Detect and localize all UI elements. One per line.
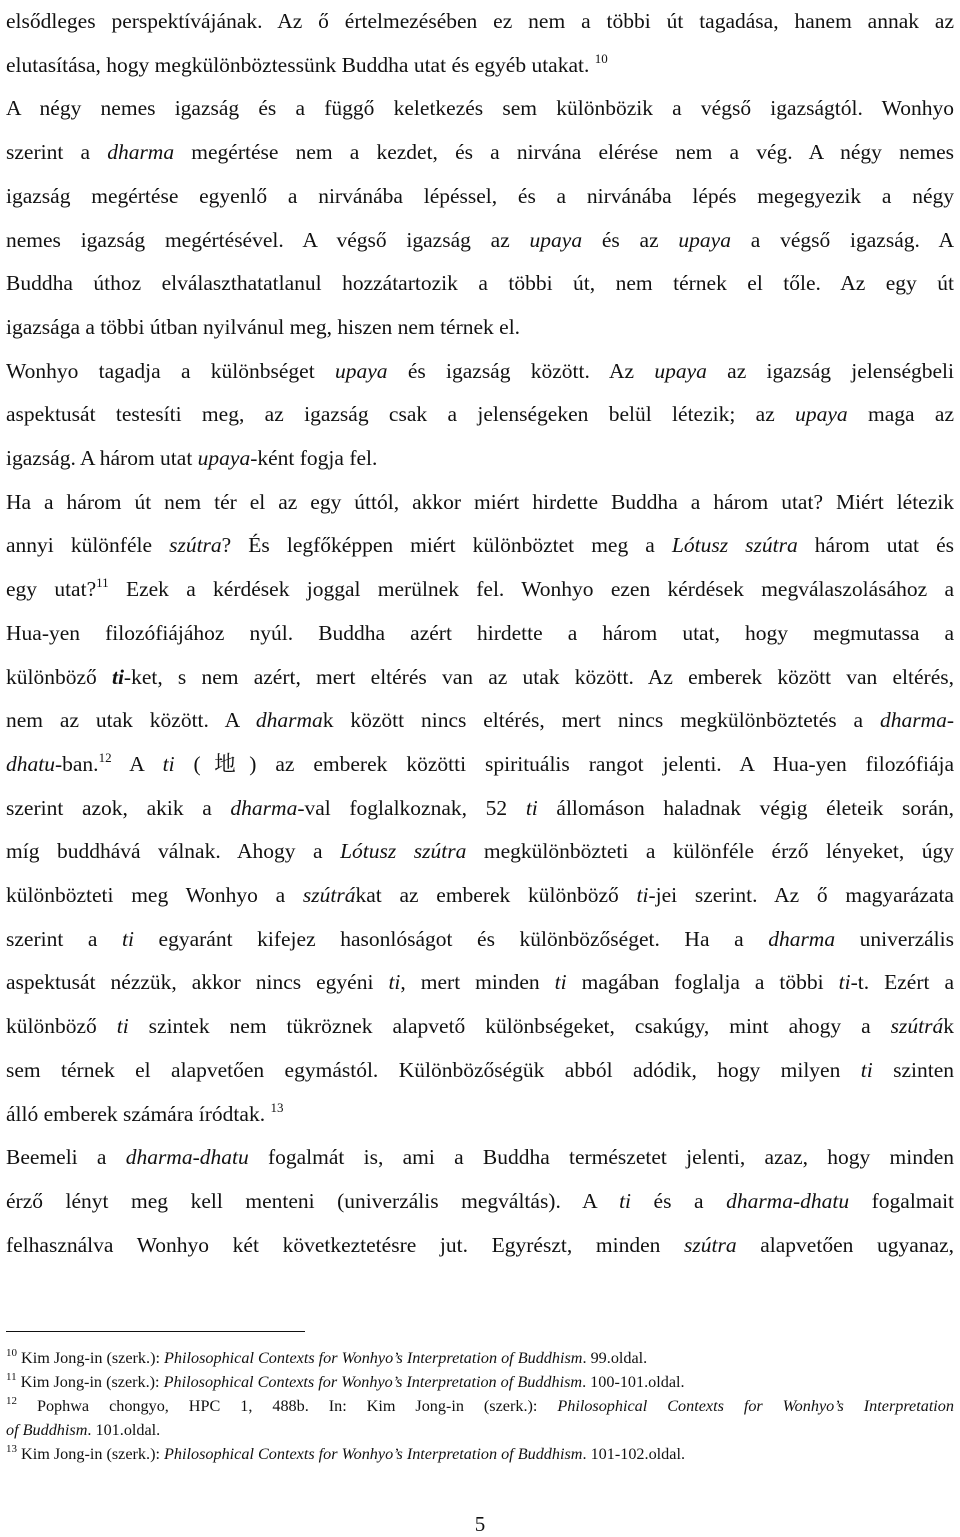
italic-term: upaya <box>678 227 731 252</box>
paragraph-4 <box>6 1136 954 1267</box>
text-run: Buddha úthoz elválaszthatatlanul hozzátartozik a többi út, nem térnek el tőle. Az egy út <box>6 271 954 296</box>
text-run: szinten <box>872 1057 954 1082</box>
italic-term: Philosophical Contexts for Wonhyo’s Interpretation of Buddhism <box>164 1445 583 1463</box>
text-run: igazság megértése egyenlő a nirvánába lépéssel, és a nirvánába lépés megegyezik a négy <box>6 183 954 208</box>
page-number: 5 <box>474 1512 486 1536</box>
paragraph-3 <box>6 481 954 1137</box>
text-run: szerint a <box>6 140 108 165</box>
text-run: Ezek a kérdések joggal merülnek fel. Wonhyo ezen kérdések megválaszolásához a <box>108 577 954 602</box>
text-line <box>6 918 954 962</box>
text-line <box>6 1418 954 1442</box>
footnote-marker: 13 <box>270 1099 284 1115</box>
text-run: . 101.oldal. <box>87 1421 161 1439</box>
text-line <box>6 656 954 700</box>
text-line <box>6 175 954 219</box>
text-line <box>6 830 954 874</box>
text-line <box>6 1049 954 1093</box>
italic-term: upaya <box>654 358 707 383</box>
italic-term: szútra <box>169 533 222 558</box>
text-run: szintek nem tükröznek alapvető különbségeket, csakúgy, mint ahogy a <box>128 1014 891 1039</box>
italic-term: upaya <box>529 227 583 252</box>
italic-term: dharma <box>107 140 175 165</box>
text-run: aspektusát testesíti meg, az igazság csak a jelenségeken belül létezik; az <box>6 402 796 427</box>
text-line <box>6 350 954 394</box>
text-run: maga az <box>847 402 954 427</box>
text-line <box>6 0 954 44</box>
text-run: A négy nemes igazság és a függő keletkezés sem különbözik a végső igazságtól. Wonhyo <box>6 96 954 121</box>
text-line <box>6 306 954 350</box>
text-line <box>6 1093 954 1137</box>
text-run: -ban. <box>54 751 99 776</box>
footnote-marker: 10 <box>594 50 608 66</box>
italic-term: of Buddhism <box>6 1421 88 1439</box>
text-run: álló emberek számára íródtak. <box>6 1101 271 1126</box>
text-run: különböző <box>6 664 112 689</box>
text-run: nemes igazság megértésével. A végső igazság az <box>6 227 530 252</box>
text-run: fogalmát is, ami a Buddha természetet jelenti, azaz, hogy minden <box>248 1145 954 1170</box>
text-line <box>6 1370 954 1394</box>
text-run: magában foglalja a többi <box>566 970 839 995</box>
italic-term: dhatu <box>6 751 55 776</box>
text-run: Beemeli a <box>6 1145 126 1170</box>
text-line <box>6 699 954 743</box>
italic-term: Lótusz szútra <box>340 839 467 864</box>
italic-term: dharma <box>768 926 836 951</box>
footnote-marker: 10 <box>6 1347 17 1359</box>
text-run: Hua-yen filozófiájához nyúl. Buddha azért hirdette a három utat, hogy megmutassa a <box>6 620 954 645</box>
text-run: univerzális <box>835 926 954 951</box>
text-line <box>6 787 954 831</box>
text-run: . 101-102.oldal. <box>582 1445 685 1463</box>
text-run: Kim Jong-in (szerk.): <box>16 1373 164 1391</box>
text-run: sem térnek el alapvetően egymástól. Különbözőségük abból adódik, hogy milyen <box>6 1057 861 1082</box>
text-run: elutasítása, hogy megkülönböztessünk Buddha utat és egyéb utakat. <box>6 52 595 77</box>
text-run: az igazság jelenségbeli <box>706 358 954 383</box>
text-run: . 100-101.oldal. <box>582 1373 685 1391</box>
italic-term: ti <box>860 1057 873 1082</box>
text-run: felhasználva Wonhyo két következtetésre jut. Egyrészt, minden <box>6 1232 685 1257</box>
text-run: szerint azok, akik a <box>6 795 231 820</box>
text-run: -val foglalkoznak, 52 <box>297 795 526 820</box>
italic-term: ti <box>162 751 175 776</box>
text-line <box>6 481 954 525</box>
text-run: annyi különféle <box>6 533 170 558</box>
paragraph-1 <box>6 0 954 350</box>
text-run: kat az emberek különböző <box>355 883 637 908</box>
text-run: k <box>943 1014 954 1039</box>
text-run: és a <box>631 1188 727 1213</box>
text-line <box>6 1346 954 1370</box>
footnote-10 <box>6 1346 954 1370</box>
text-run: míg buddhává válnak. Ahogy a <box>6 839 341 864</box>
text-run: -ket, s nem azért, mert eltérés van az utak között. Az emberek között van eltérés, <box>123 664 954 689</box>
text-run: különbözteti meg Wonhyo a <box>6 883 303 908</box>
italic-term: Philosophical Contexts for Wonhyo’s Interpretation <box>557 1397 954 1415</box>
text-run: ? És legfőképpen miért különböztet meg a <box>221 533 672 558</box>
text-line <box>6 1394 954 1418</box>
footnotes <box>6 1346 954 1466</box>
text-line <box>6 743 954 787</box>
text-run: , mert minden <box>400 970 555 995</box>
text-line <box>6 437 954 481</box>
italic-term: ti <box>122 926 134 951</box>
text-line <box>6 87 954 131</box>
text-line <box>6 961 954 1005</box>
text-run: igazsága a többi útban nyilvánul meg, hiszen nem térnek el. <box>6 314 521 339</box>
italic-term: szútrá <box>890 1014 944 1039</box>
footnote-12 <box>6 1394 954 1442</box>
text-run: állomáson haladnak végig életeik során, <box>537 795 954 820</box>
page-body <box>6 0 954 1267</box>
italic-term: dharma-dhatu <box>125 1145 249 1170</box>
italic-term: dharma- <box>879 708 954 733</box>
text-run: Kim Jong-in (szerk.): <box>17 1349 165 1367</box>
text-line <box>6 262 954 306</box>
text-run: különböző <box>6 1014 117 1039</box>
text-line <box>6 612 954 656</box>
italic-term: szútra <box>684 1232 737 1257</box>
text-run: egy utat? <box>6 577 97 602</box>
text-run: Ha a három út nem tér el az egy úttól, akkor miért hirdette Buddha a három utat? Miért létezik <box>6 489 954 514</box>
text-run: szerint a <box>6 926 123 951</box>
text-run: Pophwa chongyo, HPC 1, 488b. In: Kim Jong-in (szerk.): <box>17 1397 558 1415</box>
italic-term: ti <box>838 970 851 995</box>
text-run: k között nincs eltérés, mert nincs megkülönböztetés a <box>322 708 880 733</box>
italic-term: ti <box>636 883 649 908</box>
text-line <box>6 44 954 88</box>
text-run: igazság. A három utat <box>6 446 198 471</box>
text-line <box>6 131 954 175</box>
text-run: egyaránt kifejez hasonlóságot és különbözőséget. Ha a <box>133 926 769 951</box>
italic-term: Philosophical Contexts for Wonhyo’s Interpretation of Buddhism <box>164 1349 583 1367</box>
text-run: -jei szerint. Az ő magyarázata <box>648 883 954 908</box>
text-run: A <box>111 751 163 776</box>
text-run: érző lényt meg kell menteni (univerzális megváltás). A <box>6 1188 620 1213</box>
footnote-11 <box>6 1370 954 1394</box>
text-run: elsődleges perspektívájának. Az ő értelmezésében ez nem a többi út tagadása, hanem annak az <box>6 9 954 33</box>
italic-term: ti <box>525 795 538 820</box>
footnote-13 <box>6 1442 954 1466</box>
italic-term: dharma <box>255 708 323 733</box>
text-line <box>6 1005 954 1049</box>
italic-term: dharma <box>230 795 298 820</box>
italic-term: upaya <box>197 446 251 471</box>
footnote-separator <box>6 1331 305 1332</box>
text-line <box>6 1136 954 1180</box>
text-line <box>6 393 954 437</box>
text-line <box>6 874 954 918</box>
italic-term: ti <box>554 970 567 995</box>
text-run: Wonhyo tagadja a különbséget <box>6 358 335 383</box>
footnote-marker: 11 <box>96 575 109 591</box>
text-run: nem az utak között. A <box>6 708 256 733</box>
text-run: -t. Ezért a <box>850 970 954 995</box>
italic-term: dharma-dhatu <box>726 1188 850 1213</box>
footnote-marker: 13 <box>6 1443 17 1455</box>
emphasized-term: ti <box>111 664 124 689</box>
text-run: Kim Jong-in (szerk.): <box>17 1445 165 1463</box>
text-run: alapvetően ugyanaz, <box>736 1232 955 1257</box>
text-run: és az <box>582 227 679 252</box>
text-line <box>6 524 954 568</box>
italic-term: upaya <box>334 358 388 383</box>
italic-term: szútrá <box>302 883 356 908</box>
text-run: megértése nem a kezdet, és a nirvána elérése nem a vég. A négy nemes <box>174 140 954 165</box>
text-run: három utat és <box>797 533 954 558</box>
text-line <box>6 568 954 612</box>
text-run: -ként fogja fel. <box>250 446 378 471</box>
text-run: (地) az emberek közötti spirituális rangot jelenti. A Hua-yen filozófiája <box>174 751 954 776</box>
text-run: aspektusát nézzük, akkor nincs egyéni <box>6 970 389 995</box>
text-line <box>6 1224 954 1268</box>
footnote-marker: 11 <box>6 1371 17 1383</box>
footnote-marker: 12 <box>98 749 112 765</box>
italic-term: upaya <box>795 402 848 427</box>
italic-term: ti <box>388 970 401 995</box>
text-run: fogalmait <box>849 1188 955 1213</box>
text-run: . 99.oldal. <box>582 1349 648 1367</box>
text-line <box>6 1180 954 1224</box>
footnote-marker: 12 <box>6 1395 17 1407</box>
italic-term: Philosophical Contexts for Wonhyo’s Interpretation of Buddhism <box>163 1373 583 1391</box>
text-line <box>6 1442 954 1466</box>
text-run: a végső igazság. A <box>730 227 954 252</box>
paragraph-2 <box>6 350 954 481</box>
text-run: megkülönbözteti a különféle érző lényeket, úgy <box>466 839 954 864</box>
italic-term: ti <box>619 1188 632 1213</box>
text-run: és igazság között. Az <box>387 358 655 383</box>
italic-term: ti <box>116 1014 129 1039</box>
italic-term: Lótusz szútra <box>671 533 798 558</box>
text-line <box>6 219 954 263</box>
